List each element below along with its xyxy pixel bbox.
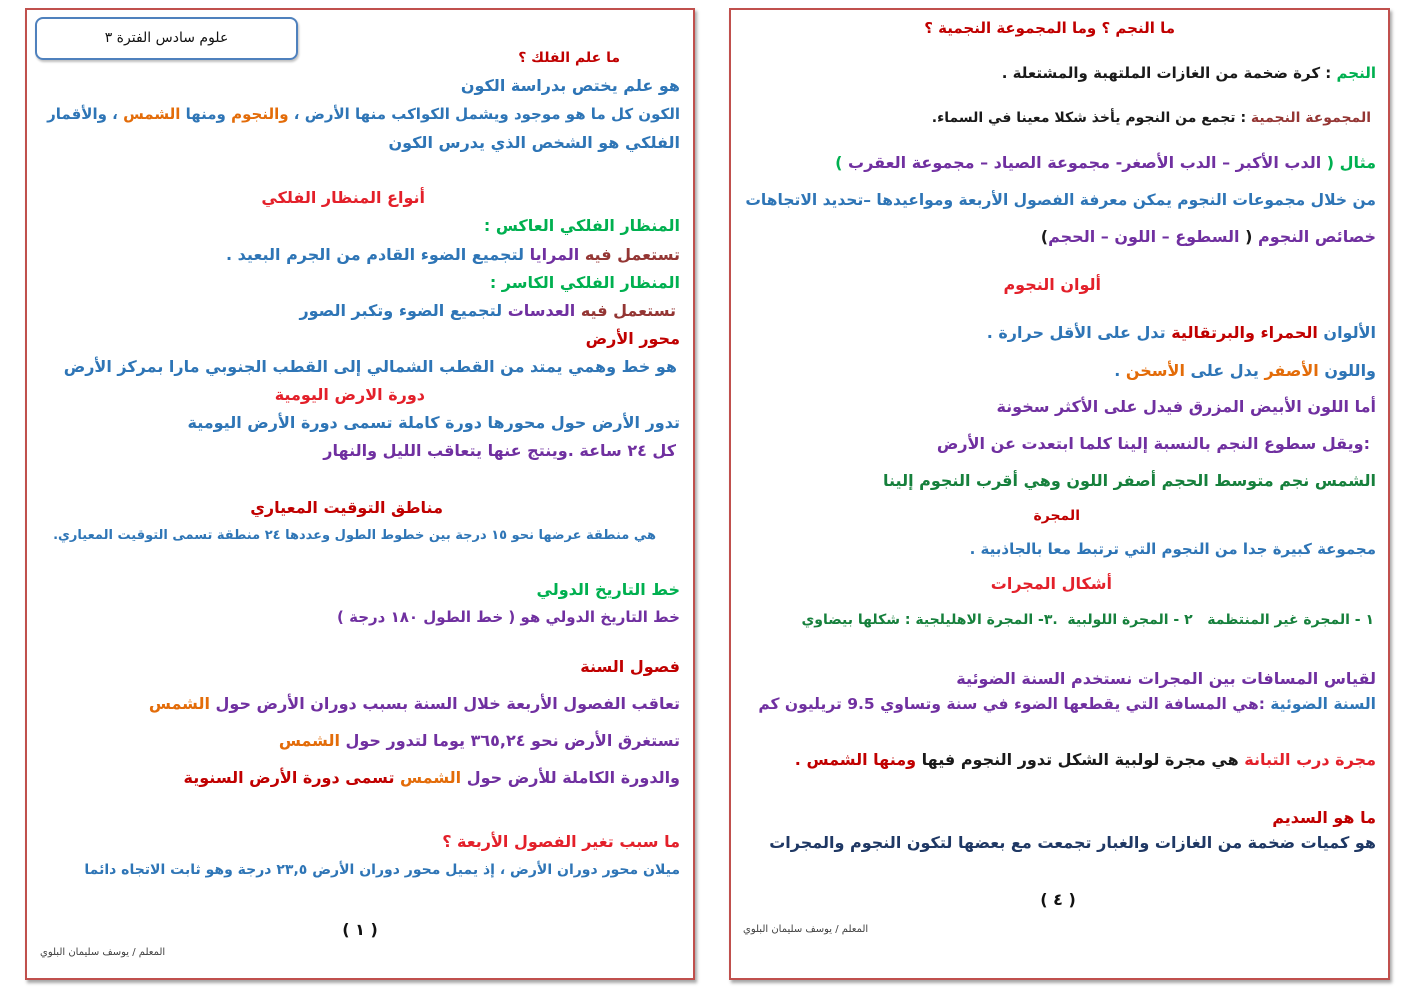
red-orange-words: الحمراء والبرتقالية [1171, 323, 1318, 342]
astronomer-definition: الفلكي هو الشخص الذي يدرس الكون [388, 133, 680, 152]
example-label: مثال ( [1321, 153, 1376, 172]
date-line-desc: خط التاريخ الدولي هو ( خط الطول ١٨٠ درجة ) [337, 608, 680, 626]
colors-text: الألوان [1317, 323, 1376, 342]
seasons-line-1 [39, 692, 680, 716]
light-year-text: :هي المسافة التي يقطعها الضوء في سنة وتساوي 9.5 تريليون كم [758, 695, 1265, 713]
seasons-cause-question: ما سبب تغير الفصول الأربعة ؟ [442, 832, 680, 851]
colors-text: واللون [1318, 361, 1376, 380]
star-brightness: :ويقل سطوع النجم بالنسبة إلينا كلما ابتعدت عن الأرض [936, 434, 1370, 453]
seasons-line-2 [39, 729, 680, 753]
desc-text: تستعمل فيه [575, 301, 676, 320]
properties-bracket: ( [1239, 227, 1258, 246]
earth-axis-desc: هو خط وهمي يمتد من القطب الشمالي إلى القطب الجنوبي مارا بمركز الأرض [63, 357, 677, 376]
constellation-uses: من خلال مجموعات النجوم يمكن معرفة الفصول الأربعة ومواعيدها –تحديد الاتجاهات [745, 191, 1376, 209]
refracting-telescope-desc [39, 299, 676, 323]
galaxy-shapes-heading: أشكال المجرات [990, 574, 1112, 593]
galaxy-definition: مجموعة كبيرة جدا من النجوم التي ترتبط معا بالجاذبية . [969, 540, 1376, 558]
lenses-word: العدسات [507, 301, 576, 320]
properties-list: السطوع – اللون – الحجم [1048, 227, 1240, 246]
constellation-definition-text: : تجمع من النجوم يأخذ شكلا معينا في السماء. [931, 110, 1251, 126]
page-number: ( ١ ) [342, 920, 378, 939]
star-question-title: ما النجم ؟ وما المجموعة النجمية ؟ [924, 19, 1175, 37]
universe-text: ومنها [180, 105, 232, 123]
seasons-text: تستغرق الأرض نحو ٣٦٥,٢٤ يوما لتدور حول [339, 731, 680, 750]
astronomy-definition: هو علم يختص بدراسة الكون [460, 76, 680, 95]
example-list: الدب الأكبر – الدب الأصغر- مجموعة الصياد – مجموعة العقرب [848, 153, 1322, 172]
earth-axis-heading: محور الأرض [585, 329, 680, 348]
seasons-text: والدورة الكاملة للأرض حول [461, 768, 680, 787]
star-colors-line-2 [743, 359, 1376, 383]
properties-bracket: ) [1040, 227, 1049, 246]
yellow-word: الأصفر [1264, 361, 1319, 380]
example-bracket: ) [835, 153, 849, 172]
time-zones-desc: هي منطقة عرضها نحو ١٥ درجة بين خطوط الطول وعددها ٢٤ منطقة تسمى التوقيت المعياري. [53, 528, 656, 543]
daily-rotation-desc: تدور الأرض حول محورها دورة كاملة تسمى دورة الأرض اليومية [187, 413, 680, 432]
universe-text: الكون كل ما هو موجود ويشمل الكواكب منها الأرض ، [288, 105, 680, 123]
daily-rotation-heading: دورة الارض اليومية [274, 385, 425, 404]
hotter-word: الأسخن [1125, 361, 1185, 380]
teacher-name: المعلم / يوسف سليمان البلوي [40, 947, 166, 958]
colors-text: تدل على الأقل حرارة . [986, 323, 1172, 342]
star-definition [743, 61, 1376, 85]
time-zones-heading: مناطق التوقيت المعياري [250, 498, 443, 517]
seasons-text: تعاقب الفصول الأربعة خلال السنة بسبب دوران الأرض حول [209, 694, 680, 713]
star-term: النجم [1336, 64, 1376, 82]
sun-word: الشمس [148, 694, 210, 713]
desc-text: لتجميع الضوء القادم من الجرم البعيد . [226, 245, 530, 264]
stars-word: والنجوم [231, 105, 289, 123]
galaxy-shapes-list: ١ - المجرة غير المنتظمة ٢ - المجرة اللولبية .٣- المجرة الاهليلجية : شكلها بيضاوي [801, 612, 1374, 628]
seasons-text: تسمى دورة الأرض السنوية [183, 768, 401, 787]
mirrors-word: المرايا [529, 245, 580, 264]
sun-description: الشمس نجم متوسط الحجم أصفر اللون وهي أقرب النجوم إلينا [883, 471, 1376, 490]
page-4 [729, 8, 1390, 980]
star-colors-heading: ألوان النجوم [1003, 275, 1101, 294]
seasons-line-3 [39, 766, 680, 790]
universe-text: ، والأقمار [47, 105, 124, 123]
colors-text: . [1114, 361, 1126, 380]
refracting-telescope-title: المنظار الفلكي الكاسر : [489, 273, 680, 292]
seasons-cause-answer: ميلان محور دوران الأرض ، إذ يميل محور دوران الأرض ٢٣,٥ درجة وهو ثابت الاتجاه دائما [84, 862, 680, 878]
milky-way-term: مجرة درب التبانة [1244, 750, 1376, 769]
light-year-intro: لقياس المسافات بين المجرات نستخدم السنة الضوئية [956, 669, 1376, 688]
star-colors-line-3: أما اللون الأبيض المزرق فيدل على الأكثر سخونة [996, 397, 1376, 416]
sun-word: الشمس [278, 731, 340, 750]
star-colors-line-1 [743, 321, 1376, 345]
milky-way-sun: ومنها الشمس . [794, 750, 917, 769]
seasons-heading: فصول السنة [580, 657, 680, 676]
constellation-example [743, 151, 1376, 175]
desc-text: لتجميع الضوء وتكبر الصور [299, 301, 508, 320]
star-definition-text: : كرة ضخمة من الغازات الملتهبة والمشتعلة . [1001, 64, 1337, 82]
sun-word: الشمس [400, 768, 462, 787]
star-properties [743, 225, 1376, 249]
astronomy-question: ما علم الفلك ؟ [518, 50, 620, 66]
milky-way-text: هي مجرة لولبية الشكل تدور النجوم فيها [916, 750, 1245, 769]
properties-label: خصائص النجوم [1257, 227, 1376, 246]
sun-word: الشمس [123, 105, 181, 123]
page-1 [25, 8, 695, 980]
nebula-question: ما هو السديم [1272, 808, 1376, 827]
nebula-answer: هو كميات ضخمة من الغازات والغبار تجمعت مع بعضها لتكون النجوم والمجرات [769, 833, 1376, 852]
teacher-name: المعلم / يوسف سليمان البلوي [743, 924, 869, 935]
desc-text: تستعمل فيه [579, 245, 680, 264]
milky-way-definition [743, 748, 1376, 772]
daily-rotation-result: كل ٢٤ ساعة .وينتج عنها يتعاقب الليل والنهار [323, 441, 676, 460]
constellation-definition [743, 106, 1371, 130]
colors-text: يدل على [1184, 361, 1265, 380]
universe-definition [39, 102, 680, 126]
constellation-term: المجموعة النجمية [1250, 110, 1371, 126]
reflecting-telescope-desc [39, 243, 680, 267]
title-box: علوم سادس الفترة ٣ [35, 17, 298, 60]
page-number: ( ٤ ) [1040, 890, 1076, 909]
reflecting-telescope-title: المنظار الفلكي العاكس : [483, 216, 680, 235]
telescopes-heading: أنواع المنظار الفلكي [261, 188, 425, 207]
galaxy-heading: المجرة [1033, 508, 1080, 524]
date-line-heading: خط التاريخ الدولي [536, 580, 680, 599]
light-year-definition [743, 692, 1376, 716]
light-year-term: السنة الضوئية [1264, 695, 1376, 713]
